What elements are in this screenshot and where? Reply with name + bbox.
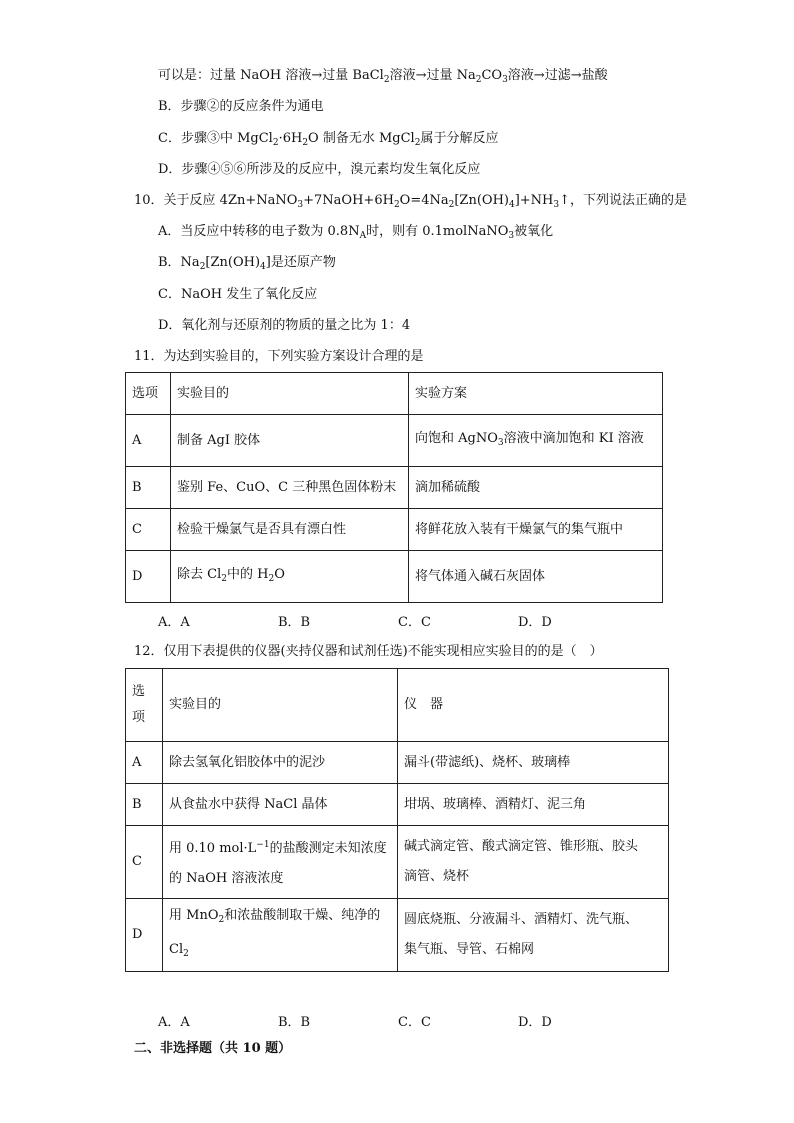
table-row: [126, 551, 663, 603]
prev-option-a-continued: 可以是：过量 NaOH 溶液→过量 BaCl$_2$溶液→过量 $Na_2CO_3$溶液→过滤→盐酸: [158, 68, 608, 85]
prev-option-b: B．步骤②的反应条件为通电: [158, 99, 324, 114]
row-purpose: 除去 $Cl_2$中的 $H_2O$: [171, 551, 409, 603]
row-purpose: 从食盐水中获得 NaCl 晶体: [163, 784, 398, 826]
row-option: B: [126, 467, 171, 509]
q12-options: [158, 1011, 638, 1030]
table-row: [126, 742, 669, 784]
row-instruments: 圆底烧瓶、分液漏斗、酒精灯、洗气瓶、 集气瓶、导管、石棉网: [398, 899, 669, 972]
row-option: A: [126, 742, 163, 784]
row-option: A: [126, 415, 171, 467]
q11-stem: 11．为达到实验目的，下列实验方案设计合理的是: [134, 349, 424, 364]
table-header-row: [126, 669, 669, 742]
row-plan: 向饱和 AgNO$_3$溶液中滴加饱和 KI 溶液: [409, 415, 663, 467]
row-purpose: 制备 AgI 胶体: [171, 415, 409, 467]
row-instruments: 漏斗(带滤纸)、烧杯、玻璃棒: [398, 742, 669, 784]
header-plan: 实验方案: [409, 373, 663, 415]
row-plan: 将鲜花放入装有干燥氯气的集气瓶中: [409, 509, 663, 551]
q10-option-d: D．氧化剂与还原剂的物质的量之比为 1：4: [158, 318, 411, 333]
prev-option-c: C．步骤③中 $MgCl_2\cdot 6H_2O$ 制备无水 MgCl$_2$属于分解反应: [158, 131, 499, 148]
q10-stem: 10．关于反应 $4Zn+NaNO_3+7NaOH+6H_2O=4Na_2[Zn(OH)_4]+NH_3↑$，下列说法正确的是: [134, 193, 688, 210]
table-row: [126, 415, 663, 467]
row-option: B: [126, 784, 163, 826]
q11-table: [125, 372, 663, 603]
q12-table: [125, 668, 669, 972]
row-purpose: 用 0.10 $mol\cdot L^{-1}$的盐酸测定未知浓度 的 NaOH 溶液浓度: [163, 826, 398, 899]
q10-option-a: A．当反应中转移的电子数为 $0.8N_A$时，则有 0.1molNaNO$_3$被氧化: [158, 224, 554, 241]
q10-option-c: C．NaOH 发生了氧化反应: [158, 287, 318, 302]
row-instruments: 碱式滴定管、酸式滴定管、锥形瓶、胶头 滴管、烧杯: [398, 826, 669, 899]
row-plan: 将气体通入碱石灰固体: [409, 551, 663, 603]
prev-option-d: D．步骤④⑤⑥所涉及的反应中，溴元素均发生氧化反应: [158, 162, 481, 177]
table-row: [126, 784, 669, 826]
row-purpose: 检验干燥氯气是否具有漂白性: [171, 509, 409, 551]
row-option: D: [126, 899, 163, 972]
row-purpose: 除去氢氧化铝胶体中的泥沙: [163, 742, 398, 784]
q11-option-d: D．D: [518, 615, 552, 630]
table-header-row: [126, 373, 663, 415]
q12-option-b: B．B: [278, 1015, 311, 1030]
table-row: [126, 899, 669, 972]
row-plan: 滴加稀硫酸: [409, 467, 663, 509]
table-row: [126, 509, 663, 551]
q12-option-c: C．C: [398, 1015, 431, 1030]
row-purpose: 鉴别 Fe、CuO、C 三种黑色固体粉末: [171, 467, 409, 509]
header-option: 选 项: [126, 669, 163, 742]
q11-options: [158, 611, 638, 630]
q10-option-b: B．$Na_2[Zn(OH)_4]$是还原产物: [158, 255, 336, 272]
q12-option-d: D．D: [518, 1015, 552, 1030]
q12-stem: 12．仅用下表提供的仪器(夹持仪器和试剂任选)不能实现相应实验目的的是（ ）: [134, 644, 603, 659]
table-row: [126, 467, 663, 509]
row-option: C: [126, 509, 171, 551]
section-heading: 二、非选择题（共 10 题）: [134, 1041, 292, 1056]
row-instruments: 坩埚、玻璃棒、酒精灯、泥三角: [398, 784, 669, 826]
q11-option-a: A．A: [158, 615, 190, 630]
row-option: C: [126, 826, 163, 899]
header-purpose: 实验目的: [171, 373, 409, 415]
header-option: 选项: [126, 373, 171, 415]
header-purpose: 实验目的: [163, 669, 398, 742]
q12-option-a: A．A: [158, 1015, 190, 1030]
table-row: [126, 826, 669, 899]
q11-option-c: C．C: [398, 615, 431, 630]
header-instruments: 仪 器: [398, 669, 669, 742]
row-option: D: [126, 551, 171, 603]
q11-option-b: B．B: [278, 615, 311, 630]
row-purpose: 用 MnO$_2$和浓盐酸制取干燥、纯净的 $Cl_2$: [163, 899, 398, 972]
